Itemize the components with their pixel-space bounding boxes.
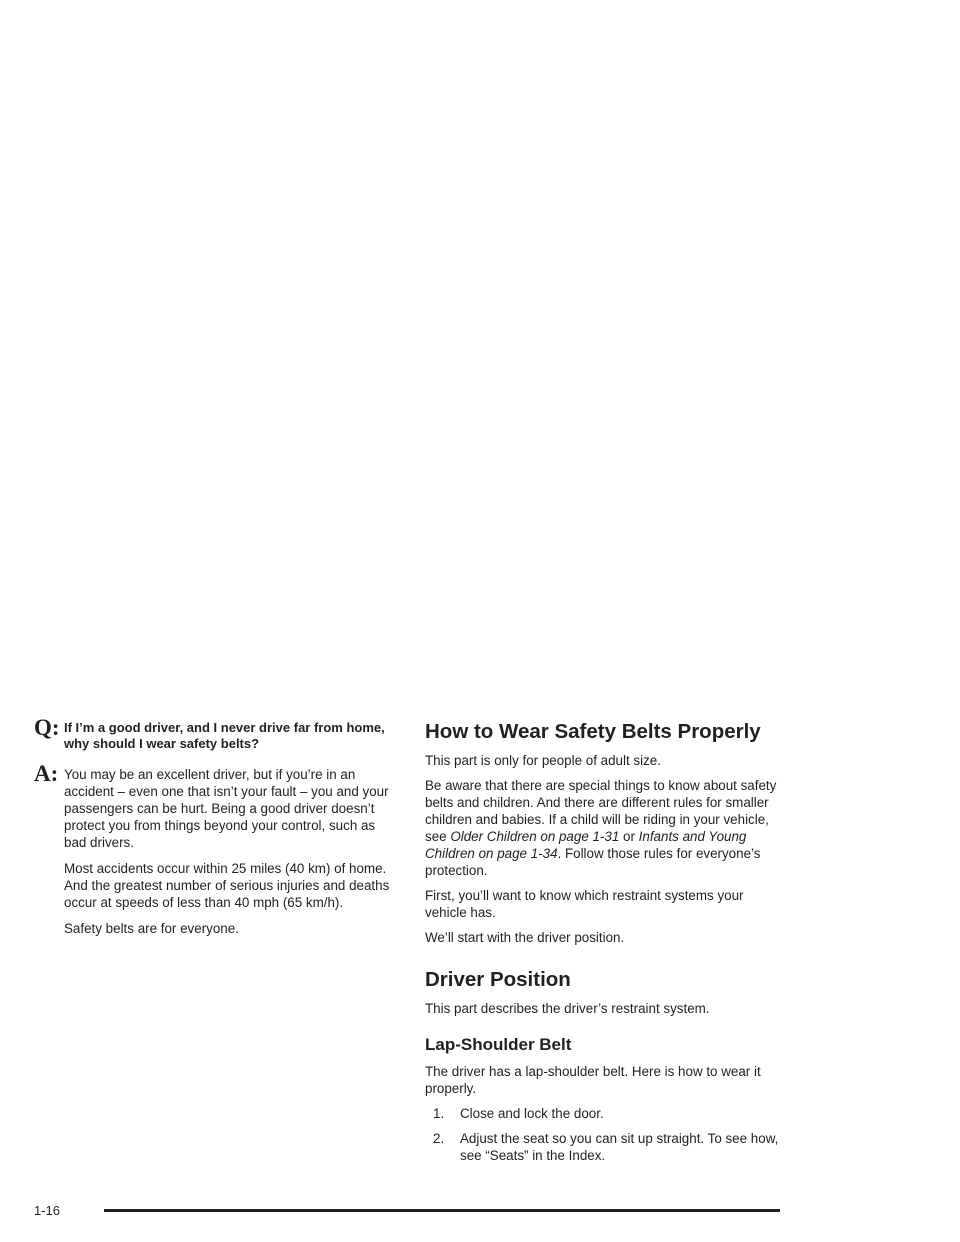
- list-item: [433, 1130, 780, 1164]
- text-run: Be aware that there are special things to know about safety belts and children. And there are different rules for smaller children and babies. If a child will be riding in your vehicle, see: [425, 778, 777, 844]
- section-heading-safety-belts: How to Wear Safety Belts Properly: [425, 720, 761, 743]
- right-column: [425, 720, 780, 1172]
- answer-paragraph: Safety belts are for everyone.: [64, 921, 239, 936]
- answer-block: [34, 761, 394, 937]
- step-number: 1.: [433, 1106, 445, 1121]
- list-item: [433, 1105, 780, 1122]
- question-text: If I’m a good driver, and I never drive far from home, why should I wear safety belts?: [64, 720, 385, 751]
- cross-reference-older-children[interactable]: Older Children on page 1-31: [450, 829, 620, 844]
- section-heading-driver-position: Driver Position: [425, 968, 571, 991]
- body-paragraph: This part describes the driver’s restraint system.: [425, 1001, 710, 1016]
- cross-reference-infants[interactable]: Infants and Young Children on page 1-34: [425, 829, 747, 861]
- answer-marker: A:: [34, 761, 59, 786]
- step-text: Close and lock the door.: [460, 1106, 604, 1121]
- question-marker: Q:: [34, 715, 60, 740]
- step-text: Adjust the seat so you can sit up straight. To see how, see “Seats” in the Index.: [460, 1131, 779, 1163]
- question-block: [34, 715, 394, 752]
- body-paragraph: We’ll start with the driver position.: [425, 930, 625, 945]
- body-paragraph: First, you’ll want to know which restraint systems your vehicle has.: [425, 888, 744, 920]
- subheading-lap-shoulder-belt: Lap-Shoulder Belt: [425, 1035, 572, 1054]
- answer-paragraph: Most accidents occur within 25 miles (40 km) of home. And the greatest number of serious injuries and deaths occur at speeds of less than 40 mph (65 km/h).: [64, 861, 390, 910]
- page-number: 1-16: [34, 1203, 61, 1218]
- body-paragraph: The driver has a lap-shoulder belt. Here is how to wear it properly.: [425, 1064, 761, 1096]
- body-paragraph-children: [425, 777, 780, 879]
- text-run: or: [619, 829, 639, 844]
- steps-list: [425, 1105, 780, 1164]
- left-column: [34, 715, 394, 946]
- body-paragraph: This part is only for people of adult size.: [425, 753, 661, 768]
- footer-rule: [104, 1209, 780, 1212]
- answer-paragraph: You may be an excellent driver, but if you’re in an accident – even one that isn’t your fault – you and your passengers can be hurt. Being a good driver doesn’t protect you from things beyond your control, such as bad drivers.: [64, 767, 389, 850]
- step-number: 2.: [433, 1131, 445, 1146]
- text-run: . Follow those rules for everyone’s protection.: [425, 846, 761, 878]
